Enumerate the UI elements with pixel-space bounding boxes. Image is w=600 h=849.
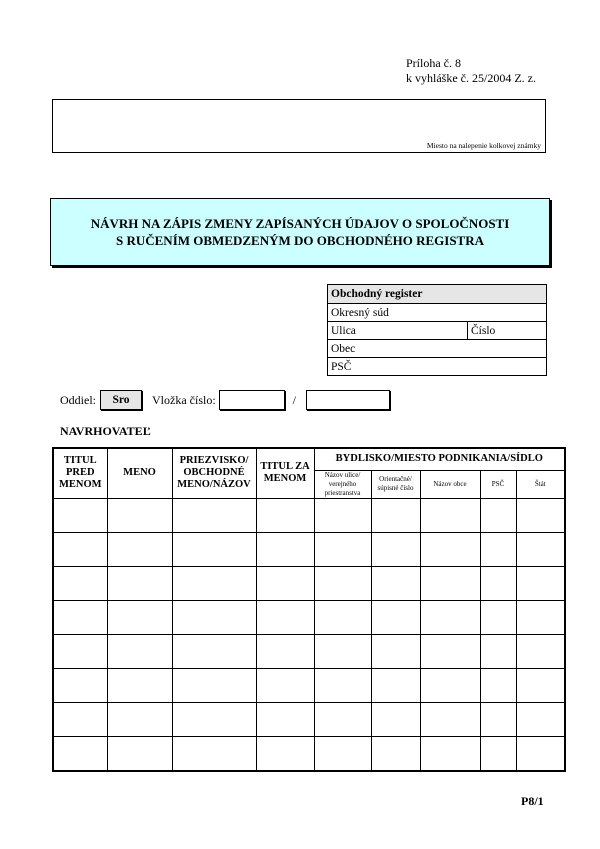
table-cell[interactable]: [371, 566, 420, 600]
table-cell[interactable]: [172, 498, 256, 532]
table-cell[interactable]: [314, 498, 371, 532]
table-cell[interactable]: [172, 532, 256, 566]
page-number: P8/1: [521, 794, 544, 808]
table-cell[interactable]: [256, 600, 314, 634]
table-cell[interactable]: [371, 532, 420, 566]
table-cell[interactable]: [53, 498, 107, 532]
col-country: Štát: [516, 470, 565, 498]
table-cell[interactable]: [516, 702, 565, 736]
table-cell[interactable]: [480, 702, 516, 736]
table-row: [53, 736, 565, 771]
table-cell[interactable]: [420, 498, 480, 532]
town-field[interactable]: Obec: [328, 339, 546, 357]
street-field[interactable]: Ulica: [328, 322, 468, 339]
table-cell[interactable]: [53, 668, 107, 702]
table-cell[interactable]: [256, 736, 314, 771]
register-box: [327, 284, 547, 376]
table-row: [53, 702, 565, 736]
table-cell[interactable]: [371, 668, 420, 702]
table-cell[interactable]: [480, 668, 516, 702]
table-cell[interactable]: [256, 702, 314, 736]
col-surname: PRIEZVISKO/ OBCHODNÉ MENO/NÁZOV: [172, 448, 256, 498]
table-cell[interactable]: [516, 600, 565, 634]
annex-reference: [406, 56, 536, 86]
table-cell[interactable]: [371, 736, 420, 771]
col-title-before: TITUL PRED MENOM: [53, 448, 107, 498]
table-cell[interactable]: [516, 736, 565, 771]
vlozka-slash: /: [292, 392, 296, 407]
table-cell[interactable]: [314, 634, 371, 668]
table-cell[interactable]: [314, 702, 371, 736]
table-cell[interactable]: [420, 600, 480, 634]
table-cell[interactable]: [516, 566, 565, 600]
register-header: Obchodný register: [328, 285, 546, 303]
col-house-number: Orientačné/ súpisné číslo: [371, 470, 420, 498]
col-first-name: MENO: [107, 448, 172, 498]
table-cell[interactable]: [172, 668, 256, 702]
table-cell[interactable]: [107, 498, 172, 532]
table-cell[interactable]: [420, 668, 480, 702]
table-cell[interactable]: [172, 702, 256, 736]
table-cell[interactable]: [314, 600, 371, 634]
table-row: [53, 532, 565, 566]
table-cell[interactable]: [107, 600, 172, 634]
table-cell[interactable]: [172, 566, 256, 600]
table-cell[interactable]: [371, 702, 420, 736]
section-row: [60, 390, 390, 410]
col-town: Názov obce: [420, 470, 480, 498]
table-cell[interactable]: [53, 634, 107, 668]
table-cell[interactable]: [480, 600, 516, 634]
col-zip: PSČ: [480, 470, 516, 498]
table-cell[interactable]: [314, 566, 371, 600]
table-cell[interactable]: [516, 532, 565, 566]
table-cell[interactable]: [480, 498, 516, 532]
applicant-table-body: [53, 498, 565, 771]
vlozka-suffix-field[interactable]: [306, 390, 390, 410]
table-cell[interactable]: [420, 736, 480, 771]
oddiel-value: Sro: [100, 390, 142, 410]
table-cell[interactable]: [53, 566, 107, 600]
table-cell[interactable]: [516, 498, 565, 532]
table-cell[interactable]: [480, 532, 516, 566]
stamp-label: Miesto na nalepenie kolkovej známky: [426, 141, 541, 150]
table-cell[interactable]: [172, 600, 256, 634]
table-cell[interactable]: [53, 600, 107, 634]
table-cell[interactable]: [371, 634, 420, 668]
table-cell[interactable]: [53, 736, 107, 771]
title-line-1: NÁVRH NA ZÁPIS ZMENY ZAPÍSANÝCH ÚDAJOV O SPOLOČNOSTI: [90, 216, 510, 231]
table-cell[interactable]: [107, 532, 172, 566]
table-cell[interactable]: [256, 634, 314, 668]
table-cell[interactable]: [314, 532, 371, 566]
col-street: Názov ulice/ verejného priestranstva: [314, 470, 371, 498]
table-cell[interactable]: [172, 736, 256, 771]
table-cell[interactable]: [107, 566, 172, 600]
table-row: [53, 600, 565, 634]
table-cell[interactable]: [371, 600, 420, 634]
table-cell[interactable]: [256, 532, 314, 566]
table-cell[interactable]: [480, 566, 516, 600]
table-cell[interactable]: [256, 498, 314, 532]
applicant-table: [52, 447, 566, 772]
vlozka-number-field[interactable]: [219, 390, 285, 410]
table-cell[interactable]: [314, 668, 371, 702]
table-cell[interactable]: [516, 634, 565, 668]
table-cell[interactable]: [420, 634, 480, 668]
table-cell[interactable]: [172, 634, 256, 668]
table-cell[interactable]: [480, 736, 516, 771]
annex-line-2: k vyhláške č. 25/2004 Z. z.: [406, 71, 536, 85]
table-cell[interactable]: [256, 566, 314, 600]
street-row: [328, 321, 546, 339]
court-field[interactable]: Okresný súd: [328, 303, 546, 321]
table-cell[interactable]: [107, 702, 172, 736]
table-cell[interactable]: [53, 702, 107, 736]
table-cell[interactable]: [371, 498, 420, 532]
col-address-group: BYDLISKO/MIESTO PODNIKANIA/SÍDLO: [314, 448, 565, 470]
table-cell[interactable]: [420, 532, 480, 566]
zip-field[interactable]: PSČ: [328, 357, 546, 375]
table-row: [53, 634, 565, 668]
table-row: [53, 566, 565, 600]
table-row: [53, 668, 565, 702]
vlozka-label: Vložka číslo:: [152, 392, 216, 407]
table-row: [53, 498, 565, 532]
table-cell[interactable]: [516, 668, 565, 702]
table-cell[interactable]: [53, 532, 107, 566]
applicant-heading: NAVRHOVATEĽ: [60, 424, 151, 438]
stamp-area: [52, 99, 546, 153]
form-title: [50, 198, 550, 266]
table-cell[interactable]: [314, 736, 371, 771]
table-cell[interactable]: [420, 566, 480, 600]
table-cell[interactable]: [107, 634, 172, 668]
col-title-after: TITUL ZA MENOM: [256, 448, 314, 498]
table-cell[interactable]: [107, 736, 172, 771]
table-cell[interactable]: [107, 668, 172, 702]
annex-line-1: Príloha č. 8: [406, 56, 461, 70]
number-field[interactable]: Číslo: [471, 324, 496, 337]
table-cell[interactable]: [420, 702, 480, 736]
table-cell[interactable]: [256, 668, 314, 702]
table-cell[interactable]: [480, 634, 516, 668]
title-line-2: S RUČENÍM OBMEDZENÝM DO OBCHODNÉHO REGISTRA: [115, 233, 484, 248]
oddiel-label: Oddiel:: [60, 392, 96, 407]
